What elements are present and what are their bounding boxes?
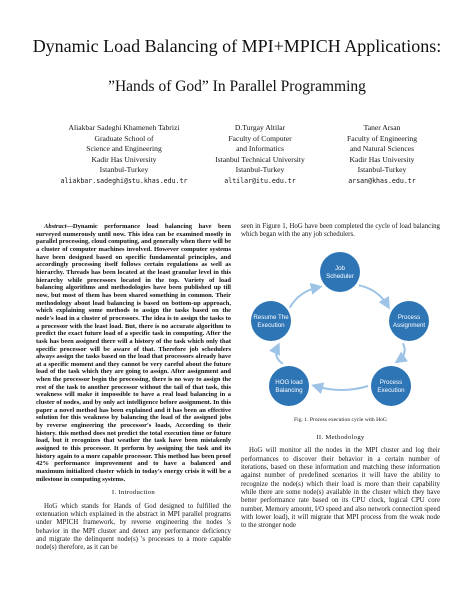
- right-column: [241, 223, 440, 531]
- node-circle: [389, 301, 429, 341]
- author-affiliation-line: Kadir Has University: [91, 154, 157, 164]
- author-affiliation-line: and Informatics: [236, 144, 284, 154]
- left-column: [36, 223, 231, 553]
- author-affiliation-line: Faculty of Engineering: [346, 133, 417, 143]
- author-affiliation-line: Istanbul-Turkey: [357, 165, 407, 175]
- cycle-diagram: [241, 246, 440, 414]
- cycle-arrow: [359, 285, 388, 306]
- node-hog-load-balancing: [269, 366, 309, 406]
- figure-caption: Fig. 1. Process execution cycle with HoG: [294, 416, 387, 423]
- author-block: [205, 123, 315, 187]
- node-label: Balancing: [275, 386, 303, 394]
- author-name: Taner Arsan: [363, 123, 401, 132]
- figure-intro-text: seen in Figure 1, HoG have been completed the cycle of load balancing which began with the any job schedulers.: [241, 223, 440, 239]
- introduction-text: HoG which stands for Hands of God designed to fulfilled the extenuation which explained in the abstract in MPI parallel programs under MPICH framework, by reverse engineering the nodes 's behavior in the MPI cluster and detect any performance deficiency and migrate the delinquent node(s) 's processes to a more capable node(s) therefore, as it can be: [36, 502, 231, 552]
- author-affiliation-line: Kadir Has University: [349, 154, 415, 164]
- section-heading-introduction: I. Introduction: [111, 489, 156, 497]
- paper-subtitle: ”Hands of God” In Parallel Programming: [108, 78, 366, 95]
- node-label: Assignment: [392, 321, 426, 329]
- paper-title: Dynamic Load Balancing of MPI+MPICH Applications:: [32, 36, 442, 56]
- node-resume-execution: [251, 301, 291, 341]
- author-affiliation-line: Istanbul Technical University: [215, 154, 305, 164]
- author-affiliation-line: Istanbul-Turkey: [235, 165, 285, 175]
- author-affiliation-line: Science and Engineering: [86, 144, 162, 154]
- abstract-body: —Dynamic performance load balancing have been surveyed numerously until now. This idea can be examined mostly in parallel processing, cloud computing, and generally when there will be a cluster of computer machines involved. However computer systems have been designed based on specific fundamental principles, and accordingly processing itself follows certain regulations as well as hierarchy. Threads has been located at the least granular level in this hierarchy while processors located in the top. Variety of load balancing algorithms and methodologies have been published up till now, but most of them has been shared something in common. Their methodology about load balancing is based on bottom-up approach, which explaining some methods to assign the tasks based on the node's load in a cluster of processors. The idea is to assign the tasks to a processor with the least load. But, there is no accurate algorithm to predict the exact future load of a specific task in computing. After the task has been assigned there will a history of the task which only that specific processor will be aware of that. Therefore job schedulers always assign the tasks based on the load that processors already have at a specific moment and they cannot be very careful about the future load of the task which they are going to assign. After assignment and when the processor begin the processing, there is no way to assign the rest of the task to another processor without the tail of that task, this weakness will make it impossible to have a real load balancing in a cluster of nodes, and by only act intelligence before assignment. In this paper a novel method has been explained and it has been an effective solution for this weakness by balancing the load of the assigned jobs by reverse engineering the processor's loads, According to their history. this method does not predict the total execution time or future load, but it recognizes that weather the task have been mistakenly assigned to this processor. It perform by assigning the task and its history again to a more capable processor. This method has been proof 42% performance improvement and to have a balanced and maximum initialized cluster which in today's energy crisis it will be a milestone in computing systems.: [36, 223, 232, 483]
- cycle-arrow: [315, 386, 368, 390]
- author-block: [322, 123, 442, 187]
- node-circle: [269, 366, 309, 406]
- author-email: arsan@khas.edu.tr: [348, 176, 416, 185]
- abstract: [36, 223, 231, 483]
- cycle-nodes: [251, 252, 429, 406]
- node-process-execution: [371, 366, 411, 406]
- author-affiliation-line: Faculty of Computer: [228, 133, 292, 143]
- author-affiliation-line: and Natural Sciences: [349, 144, 415, 154]
- node-job-scheduler: [320, 252, 360, 292]
- node-label: Execution: [377, 386, 405, 394]
- methodology-text: HoG will monitor all the nodes in the MPI cluster and log their performances to discover their behavior in a certain number of iterations, based on these information and matching these information against number of predefined scenarios it will have the ability to recognize the node(s) which their load is more than their capability while there are some node(s) available in the cluster which they have better performance rate based on its CPU clock, logical CPU core number, Memory amount, I/O speed and also network connection speed with lower load), it will migrate that MPI process from the weak node to the stronger node: [241, 447, 440, 530]
- node-label: Process: [379, 378, 403, 386]
- node-process-assignment: [389, 301, 429, 341]
- author-affiliation-line: Istanbul-Turkey: [99, 165, 149, 175]
- abstract-lead: Abstract: [44, 223, 67, 230]
- author-name: D.Turgay Altilar: [234, 123, 286, 132]
- cycle-arrow: [290, 287, 319, 308]
- author-affiliation-line: Graduate School of: [94, 133, 154, 143]
- node-label: Job: [335, 264, 345, 272]
- figure-1: [241, 246, 440, 414]
- author-email: altilar@itu.edu.tr: [224, 176, 296, 185]
- cycle-arrow: [398, 343, 405, 361]
- node-circle: [371, 366, 411, 406]
- node-circle: [251, 301, 291, 341]
- author-email: aliakbar.sadeghi@stu.khas.edu.tr: [60, 176, 188, 185]
- node-label: HOG load: [275, 378, 303, 386]
- cycle-arrow: [276, 346, 283, 364]
- author-name: Aliakbar Sadeghi Khameneh Tabrizi: [68, 123, 180, 132]
- node-label: Resume The: [253, 313, 289, 321]
- section-heading-methodology: II. Methodology: [316, 434, 365, 442]
- node-label: Execution: [257, 321, 285, 329]
- node-circle: [320, 252, 360, 292]
- author-block: [44, 123, 204, 187]
- node-label: Scheduler: [326, 272, 354, 280]
- node-label: Process: [397, 313, 421, 321]
